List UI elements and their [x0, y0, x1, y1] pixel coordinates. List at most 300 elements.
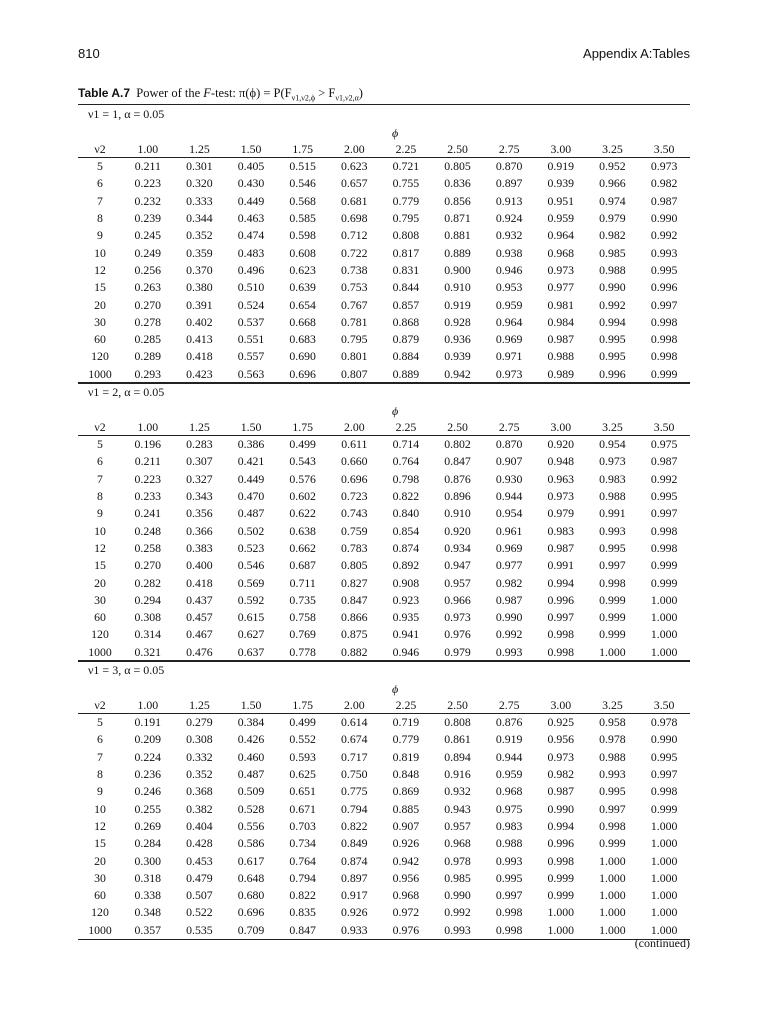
table-row [78, 505, 690, 522]
table-row [78, 158, 690, 176]
power-table [78, 141, 690, 384]
table-row [78, 227, 690, 244]
power-value: 0.758 [289, 610, 316, 625]
power-value: 0.996 [587, 366, 639, 384]
power-value: 1.000 [650, 905, 678, 920]
power-value: 0.975 [650, 437, 678, 452]
power-value: 0.999 [650, 801, 678, 816]
power-value: 0.998 [650, 540, 678, 555]
phi-header [78, 679, 690, 697]
phi-column-header: 1.75 [277, 141, 329, 158]
power-value: 0.236 [134, 767, 162, 782]
table-row [78, 731, 690, 748]
power-value: 0.884 [392, 349, 420, 364]
phi-column-header: 2.00 [329, 697, 381, 714]
phi-column-header: 2.75 [483, 141, 535, 158]
power-table [78, 419, 690, 662]
nu2-value: 20 [94, 297, 106, 312]
power-value: 0.874 [341, 853, 368, 868]
power-value: 0.973 [547, 489, 575, 504]
power-value: 0.543 [289, 454, 316, 469]
power-value: 0.568 [289, 193, 316, 208]
phi-column-header: 3.25 [587, 419, 639, 436]
power-value: 0.987 [495, 592, 523, 607]
power-value: 0.487 [237, 506, 265, 521]
nu2-value: 7 [97, 193, 103, 208]
header-row [78, 697, 690, 714]
power-value: 0.983 [599, 471, 626, 486]
power-value: 0.651 [289, 784, 316, 799]
nu2-value: 15 [94, 280, 106, 295]
power-value: 0.805 [444, 159, 471, 174]
power-value: 0.509 [237, 784, 265, 799]
power-value: 0.750 [341, 767, 368, 782]
power-value: 0.897 [495, 176, 523, 191]
power-value: 0.959 [495, 297, 523, 312]
power-value: 0.759 [341, 523, 368, 538]
power-value: 0.847 [341, 592, 368, 607]
power-value: 0.627 [237, 627, 265, 642]
power-value: 0.380 [186, 280, 213, 295]
power-value: 0.698 [341, 211, 368, 226]
power-value: 0.996 [650, 280, 678, 295]
power-value: 0.449 [237, 193, 265, 208]
power-value: 0.496 [237, 262, 265, 277]
power-value: 0.924 [495, 211, 523, 226]
power-value: 0.882 [329, 644, 381, 662]
power-value: 0.767 [341, 297, 368, 312]
power-value: 0.515 [289, 159, 316, 174]
power-value: 0.920 [444, 523, 471, 538]
power-value: 0.383 [186, 540, 213, 555]
table-row [78, 471, 690, 488]
power-value: 0.625 [289, 767, 316, 782]
table-row [78, 262, 690, 279]
power-value: 0.453 [186, 853, 213, 868]
power-value: 0.966 [599, 176, 626, 191]
table-row [78, 366, 690, 384]
power-value: 0.995 [650, 749, 678, 764]
power-value: 0.876 [444, 471, 471, 486]
power-value: 0.999 [547, 888, 575, 903]
table-condition: ν1 = 3, α = 0.05 [78, 660, 690, 679]
power-value: 0.948 [547, 454, 575, 469]
power-value: 0.246 [134, 784, 162, 799]
power-value: 0.998 [599, 575, 626, 590]
table-section-3 [78, 660, 690, 940]
power-value: 0.308 [134, 610, 162, 625]
power-value: 0.917 [341, 888, 368, 903]
phi-column-header: 3.50 [638, 419, 690, 436]
power-value: 0.795 [392, 211, 420, 226]
power-value: 0.920 [547, 437, 575, 452]
table-row [78, 540, 690, 557]
power-value: 0.995 [599, 784, 626, 799]
power-value: 0.327 [186, 471, 213, 486]
power-value: 0.614 [341, 715, 368, 730]
nu2-value: 10 [94, 523, 106, 538]
power-value: 0.723 [341, 489, 368, 504]
table-row [78, 592, 690, 609]
power-value: 0.623 [341, 159, 368, 174]
power-value: 0.997 [547, 610, 575, 625]
power-value: 0.622 [289, 506, 316, 521]
power-value: 1.000 [599, 870, 626, 885]
power-value: 0.817 [392, 245, 420, 260]
power-value: 0.535 [174, 922, 226, 940]
power-value: 0.794 [289, 870, 316, 885]
power-value: 0.976 [380, 922, 432, 940]
power-value: 0.961 [495, 523, 523, 538]
power-value: 0.894 [444, 749, 471, 764]
power-value: 0.926 [392, 836, 420, 851]
power-value: 0.808 [392, 228, 420, 243]
power-value: 0.978 [650, 715, 678, 730]
power-value: 0.870 [495, 437, 523, 452]
power-value: 0.256 [134, 262, 162, 277]
power-value: 0.569 [237, 575, 265, 590]
power-value: 0.576 [289, 471, 316, 486]
table-row [78, 783, 690, 800]
power-value: 0.781 [341, 314, 368, 329]
power-value: 0.996 [547, 836, 575, 851]
power-value: 0.983 [495, 818, 523, 833]
table-row [78, 348, 690, 365]
phi-column-header: 3.50 [638, 141, 690, 158]
power-value: 0.719 [392, 715, 420, 730]
power-value: 0.660 [341, 454, 368, 469]
power-value: 0.976 [444, 627, 471, 642]
nu2-value: 9 [97, 506, 103, 521]
power-value: 0.900 [444, 262, 471, 277]
table-row [78, 818, 690, 835]
power-value: 0.999 [599, 836, 626, 851]
power-value: 0.954 [599, 437, 626, 452]
nu2-value: 10 [94, 801, 106, 816]
power-value: 0.352 [186, 767, 213, 782]
phi-column-header: 3.25 [587, 141, 639, 158]
table-row [78, 210, 690, 227]
power-value: 0.463 [237, 211, 265, 226]
power-value: 0.972 [392, 905, 420, 920]
power-value: 0.956 [547, 732, 575, 747]
power-value: 0.232 [134, 193, 162, 208]
power-value: 0.998 [535, 644, 587, 662]
power-value: 0.964 [547, 228, 575, 243]
power-value: 0.866 [341, 610, 368, 625]
power-value: 0.993 [432, 922, 484, 940]
nu2-value: 60 [94, 610, 106, 625]
table-row [78, 852, 690, 869]
power-value: 0.722 [341, 245, 368, 260]
nu2-value: 60 [94, 332, 106, 347]
phi-column-header: 1.25 [174, 419, 226, 436]
power-value: 0.997 [650, 506, 678, 521]
power-value: 0.196 [134, 437, 162, 452]
power-value: 0.608 [289, 245, 316, 260]
power-value: 0.683 [289, 332, 316, 347]
phi-column-header: 3.00 [535, 697, 587, 714]
power-value: 0.426 [237, 732, 265, 747]
power-value: 0.285 [134, 332, 162, 347]
power-value: 0.404 [186, 818, 213, 833]
table-row [78, 279, 690, 296]
power-value: 0.352 [186, 228, 213, 243]
power-value: 0.687 [289, 558, 316, 573]
power-value: 0.413 [186, 332, 213, 347]
power-value: 0.721 [392, 159, 420, 174]
power-value: 0.712 [341, 228, 368, 243]
table-row [78, 887, 690, 904]
table-row [78, 800, 690, 817]
power-value: 0.939 [547, 176, 575, 191]
power-value: 0.998 [547, 853, 575, 868]
power-value: 0.279 [186, 715, 213, 730]
power-value: 0.978 [599, 732, 626, 747]
power-value: 0.998 [547, 627, 575, 642]
table-row [78, 314, 690, 331]
power-value: 0.320 [186, 176, 213, 191]
power-value: 0.755 [392, 176, 420, 191]
power-value: 0.294 [134, 592, 162, 607]
power-value: 0.968 [495, 784, 523, 799]
power-value: 0.992 [650, 228, 678, 243]
table-caption [78, 86, 690, 103]
power-value: 0.869 [392, 784, 420, 799]
phi-column-header: 2.25 [380, 141, 432, 158]
power-value: 0.879 [392, 332, 420, 347]
nu2-value: 120 [91, 349, 109, 364]
power-value: 0.935 [392, 610, 420, 625]
nu2-value: 60 [94, 888, 106, 903]
power-value: 0.991 [547, 558, 575, 573]
power-value: 0.546 [289, 176, 316, 191]
power-value: 0.978 [444, 853, 471, 868]
power-value: 0.528 [237, 801, 265, 816]
power-value: 0.386 [237, 437, 265, 452]
nu2-header: ν2 [78, 419, 122, 436]
power-value: 0.357 [122, 922, 174, 940]
phi-column-header: 1.25 [174, 697, 226, 714]
power-value: 0.696 [341, 471, 368, 486]
power-value: 0.522 [186, 905, 213, 920]
power-value: 0.348 [134, 905, 162, 920]
power-value: 0.318 [134, 870, 162, 885]
power-value: 0.671 [289, 801, 316, 816]
power-value: 0.932 [444, 784, 471, 799]
power-value: 0.942 [432, 366, 484, 384]
power-value: 1.000 [650, 592, 678, 607]
power-value: 0.954 [495, 506, 523, 521]
power-value: 0.470 [237, 489, 265, 504]
power-value: 0.990 [599, 280, 626, 295]
table-row [78, 835, 690, 852]
power-value: 0.847 [444, 454, 471, 469]
power-value: 1.000 [599, 888, 626, 903]
power-value: 0.819 [392, 749, 420, 764]
power-value: 1.000 [535, 922, 587, 940]
nu2-value: 5 [97, 437, 103, 452]
power-value: 0.885 [392, 801, 420, 816]
power-value: 0.998 [650, 523, 678, 538]
power-value: 0.835 [289, 905, 316, 920]
power-value: 0.827 [341, 575, 368, 590]
nu2-value: 1000 [78, 922, 122, 940]
table-row [78, 714, 690, 732]
power-value: 0.391 [186, 297, 213, 312]
power-value: 0.209 [134, 732, 162, 747]
power-value: 0.615 [237, 610, 265, 625]
power-value: 0.953 [495, 280, 523, 295]
power-value: 0.822 [289, 888, 316, 903]
power-value: 0.293 [122, 366, 174, 384]
power-value: 1.000 [638, 922, 690, 940]
power-value: 1.000 [547, 905, 575, 920]
power-value: 0.563 [225, 366, 277, 384]
power-value: 0.421 [237, 454, 265, 469]
table-title: Power of the F-test: $\pi(\phi) = P(F_{\nu 1,\nu 2,\phi} > F_{\nu 1,\nu 2,\alpha})$ [136, 86, 363, 103]
power-value: 0.344 [186, 211, 213, 226]
phi-column-header: 2.00 [329, 419, 381, 436]
phi-column-header: 1.75 [277, 697, 329, 714]
power-value: 0.400 [186, 558, 213, 573]
power-value: 0.263 [134, 280, 162, 295]
power-value: 0.321 [122, 644, 174, 662]
power-value: 0.987 [547, 784, 575, 799]
power-value: 0.552 [289, 732, 316, 747]
power-value: 0.995 [495, 870, 523, 885]
power-value: 0.999 [650, 558, 678, 573]
power-value: 0.743 [341, 506, 368, 521]
power-value: 0.889 [444, 245, 471, 260]
power-value: 0.981 [547, 297, 575, 312]
power-value: 0.982 [495, 575, 523, 590]
power-value: 0.969 [495, 332, 523, 347]
power-value: 0.283 [186, 437, 213, 452]
power-value: 0.871 [444, 211, 471, 226]
power-value: 0.585 [289, 211, 316, 226]
table-row [78, 488, 690, 505]
power-value: 0.944 [495, 749, 523, 764]
table-row [78, 574, 690, 591]
power-value: 0.418 [186, 349, 213, 364]
table-label: Table A.7 [78, 86, 131, 100]
power-value: 0.764 [392, 454, 420, 469]
nu2-value: 9 [97, 228, 103, 243]
table-row [78, 904, 690, 921]
header-row [78, 419, 690, 436]
power-value: 0.919 [495, 732, 523, 747]
power-value: 1.000 [650, 888, 678, 903]
power-value: 0.868 [392, 314, 420, 329]
phi-column-header: 2.50 [432, 697, 484, 714]
power-value: 0.717 [341, 749, 368, 764]
power-value: 0.998 [650, 332, 678, 347]
power-value: 0.959 [495, 767, 523, 782]
power-value: 0.957 [444, 818, 471, 833]
power-value: 0.239 [134, 211, 162, 226]
power-value: 0.933 [329, 922, 381, 940]
power-value: 0.993 [495, 853, 523, 868]
power-value: 0.969 [495, 540, 523, 555]
nu2-value: 8 [97, 489, 103, 504]
power-value: 0.973 [483, 366, 535, 384]
power-value: 0.997 [599, 801, 626, 816]
power-value: 0.333 [186, 193, 213, 208]
phi-column-header: 2.00 [329, 141, 381, 158]
power-value: 0.703 [289, 818, 316, 833]
power-value: 0.778 [277, 644, 329, 662]
power-value: 0.995 [599, 540, 626, 555]
power-value: 0.979 [432, 644, 484, 662]
power-value: 0.964 [495, 314, 523, 329]
power-value: 0.947 [444, 558, 471, 573]
power-value: 0.241 [134, 506, 162, 521]
power-value: 0.428 [186, 836, 213, 851]
power-value: 0.696 [237, 905, 265, 920]
table-row [78, 175, 690, 192]
table-row [78, 609, 690, 626]
power-value: 0.657 [341, 176, 368, 191]
power-value: 0.211 [134, 454, 161, 469]
nu2-value: 1000 [78, 366, 122, 384]
power-value: 0.934 [444, 540, 471, 555]
power-value: 0.602 [289, 489, 316, 504]
phi-column-header: 2.75 [483, 419, 535, 436]
power-value: 0.958 [599, 715, 626, 730]
power-value: 0.211 [134, 159, 161, 174]
power-value: 0.224 [134, 749, 162, 764]
phi-column-header: 1.25 [174, 141, 226, 158]
power-value: 0.907 [392, 818, 420, 833]
nu2-value: 15 [94, 836, 106, 851]
power-value: 0.779 [392, 193, 420, 208]
power-value: 0.487 [237, 767, 265, 782]
power-value: 0.638 [289, 523, 316, 538]
power-value: 0.990 [547, 801, 575, 816]
power-value: 0.938 [495, 245, 523, 260]
power-value: 0.735 [289, 592, 316, 607]
power-value: 1.000 [650, 610, 678, 625]
phi-column-header: 2.25 [380, 697, 432, 714]
power-value: 0.993 [599, 767, 626, 782]
power-value: 0.507 [186, 888, 213, 903]
power-value: 0.997 [650, 297, 678, 312]
power-value: 0.847 [277, 922, 329, 940]
power-value: 0.987 [650, 193, 678, 208]
power-value: 0.968 [444, 836, 471, 851]
power-value: 0.928 [444, 314, 471, 329]
power-value: 0.460 [237, 749, 265, 764]
power-value: 0.233 [134, 489, 162, 504]
phi-column-header: 3.00 [535, 419, 587, 436]
nu2-value: 6 [97, 454, 103, 469]
power-value: 0.269 [134, 818, 162, 833]
power-value: 0.343 [186, 489, 213, 504]
power-value: 0.994 [547, 818, 575, 833]
power-value: 0.479 [186, 870, 213, 885]
table-row [78, 296, 690, 313]
table-condition: ν1 = 2, α = 0.05 [78, 382, 690, 401]
power-value: 0.808 [444, 715, 471, 730]
table-row [78, 331, 690, 348]
power-value: 0.990 [650, 211, 678, 226]
power-value: 0.988 [599, 749, 626, 764]
power-value: 0.916 [444, 767, 471, 782]
power-value: 0.996 [547, 592, 575, 607]
power-value: 0.483 [237, 245, 265, 260]
power-value: 0.994 [547, 575, 575, 590]
